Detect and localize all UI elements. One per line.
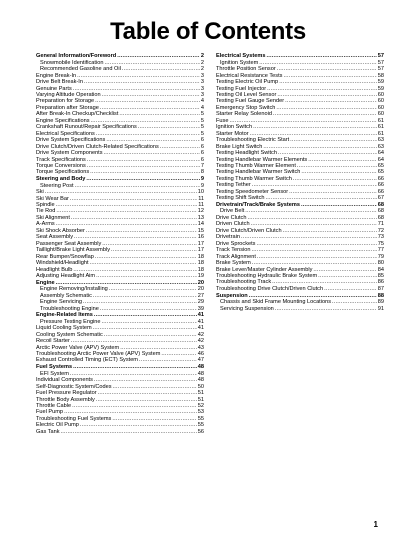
toc-page-number: 48 — [197, 370, 204, 377]
toc-page-number: 65 — [377, 169, 384, 176]
toc-page-number: 2 — [200, 59, 204, 66]
toc-entry-title: Troubleshooting Arctic Power Valve (APV) System — [36, 351, 161, 358]
toc-page-number: 66 — [377, 182, 384, 189]
toc-page-number: 66 — [377, 188, 384, 195]
toc-page-number: 68 — [377, 208, 384, 215]
toc-page-number: 9 — [200, 176, 204, 183]
toc-page-number: 14 — [197, 221, 204, 228]
toc-entry-title: Electrical Resistance Tests — [216, 72, 283, 79]
toc-entry — [36, 169, 204, 175]
toc-entry-title: Steering and Body — [36, 176, 86, 183]
toc-page-number: 3 — [200, 72, 204, 79]
toc-entry-title: Recoil Starter — [36, 338, 70, 345]
toc-entry-title: Testing Headlight Switch — [216, 150, 277, 157]
toc-page-number: 60 — [377, 98, 384, 105]
toc-page-number: 56 — [197, 428, 204, 435]
toc-page-number: 16 — [197, 234, 204, 241]
toc-entry-title: Testing Shift Switch — [216, 195, 265, 202]
toc-page-number: 68 — [377, 214, 384, 221]
toc-page-number: 57 — [377, 59, 384, 66]
toc-page-number: 46 — [197, 351, 204, 358]
toc-entry-title: Drivetrain — [216, 234, 240, 241]
toc-entry-title: Engine Break-In — [36, 72, 77, 79]
toc-entry-title: After Break-In Checkup/Checklist — [36, 111, 119, 118]
toc-page-number: 75 — [377, 240, 384, 247]
toc-page-number: 60 — [377, 92, 384, 99]
toc-page-number: 6 — [200, 156, 204, 163]
toc-page-number: 3 — [200, 79, 204, 86]
toc-entry-title: Rear Bumper/Snowflap — [36, 253, 94, 260]
toc-entry-title: Testing Electric Oil Pump — [216, 79, 279, 86]
toc-page-number: 84 — [377, 266, 384, 273]
toc-entry-title: Gas Tank — [36, 428, 60, 435]
toc-page-number: 9 — [200, 182, 204, 189]
toc-page-number: 50 — [197, 383, 204, 390]
toc-page-number: 66 — [377, 175, 384, 182]
toc-page-number: 51 — [197, 396, 204, 403]
toc-entry-title: Engine-Related Items — [36, 312, 93, 319]
toc-entry-title: Torque Specifications — [36, 169, 90, 176]
toc-page-number: 60 — [377, 111, 384, 118]
toc-page-number: 86 — [377, 279, 384, 286]
toc-entry-title: Fuel Pump — [36, 409, 64, 416]
toc-page-number: 10 — [197, 189, 204, 196]
toc-entry-title: Ski Alignment — [36, 214, 70, 221]
toc-entry-title: Testing Thumb Warmer Switch — [216, 175, 292, 182]
toc-entry-title: Engine Removing/Installing — [40, 286, 108, 293]
toc-page-number: 72 — [377, 227, 384, 234]
toc-page-number: 89 — [377, 299, 384, 306]
toc-page-number: 17 — [197, 247, 204, 254]
toc-entry-title: Throttle Cable — [36, 402, 72, 409]
toc-page-number: 80 — [377, 260, 384, 267]
toc-entry-title: Liquid Cooling System — [36, 325, 92, 332]
toc-page-number: 61 — [377, 130, 384, 137]
toc-entry-title: Ski — [36, 189, 44, 196]
toc-page-number: 15 — [197, 227, 204, 234]
toc-entry — [216, 286, 384, 292]
toc-page-number: 11 — [198, 195, 204, 202]
toc-dot-leader — [90, 169, 200, 175]
toc-page-number: 61 — [377, 124, 384, 131]
toc-page-number: 51 — [197, 390, 204, 397]
toc-right-column — [216, 53, 384, 312]
toc-entry-title: Track Tension — [216, 247, 251, 254]
toc-entry-title: Engine — [36, 279, 55, 286]
toc-entry-title: Exhaust Controlled Timing (ECT) System — [36, 357, 138, 364]
toc-entry-title: Testing Handlebar Warmer Switch — [216, 169, 301, 176]
toc-entry-title: Testing Fuel Injector — [216, 85, 267, 92]
toc-page-number: 20 — [197, 279, 204, 286]
toc-entry-title: Taillight/Brake Light Assembly — [36, 247, 110, 254]
toc-page-number: 6 — [200, 143, 204, 150]
toc-page-number: 48 — [197, 377, 204, 384]
toc-entry-title: Drive System Specifications — [36, 137, 106, 144]
toc-entry-title: Crankshaft Runout/Repair Specifications — [36, 124, 137, 131]
toc-page-number: 43 — [197, 344, 204, 351]
toc-entry-title: Arctic Power Valve (APV) System — [36, 344, 120, 351]
toc-entry-title: Drive Sprockets — [216, 240, 256, 247]
toc-page-number: 29 — [197, 299, 204, 306]
toc-left-column — [36, 53, 204, 435]
toc-entry-title: Brake Light Switch — [216, 143, 263, 150]
toc-page-number: 5 — [200, 117, 204, 124]
toc-entry-title: Brake System — [216, 260, 251, 267]
toc-entry-title: Snowmobile Identification — [40, 59, 104, 66]
toc-page-number: 5 — [200, 111, 204, 118]
toc-entry-title: Brake Lever/Master Cylinder Assembly — [216, 266, 313, 273]
toc-page-number: 18 — [197, 260, 204, 267]
toc-entry-title: Emergency Stop Switch — [216, 104, 276, 111]
toc-page-number: 57 — [377, 53, 384, 60]
toc-entry-title: Individual Components — [36, 377, 93, 384]
toc-page-number: 63 — [377, 137, 384, 144]
toc-page-number: 27 — [197, 292, 204, 299]
toc-page-number: 41 — [197, 312, 204, 319]
toc-page-number: 65 — [377, 163, 384, 169]
toc-entry-title: Electrical Systems — [216, 53, 266, 60]
toc-entry-title: Drive System Components — [36, 150, 103, 157]
toc-entry-title: Testing Oil Level Sensor — [216, 92, 277, 99]
toc-entry-title: Pressure Testing Engine — [40, 318, 101, 325]
toc-entry-title: EFI System — [40, 370, 69, 377]
toc-entry-title: Headlight Bulb — [36, 266, 73, 273]
toc-dot-leader — [324, 286, 377, 292]
toc-entry-title: Drive Clutch — [216, 214, 247, 221]
toc-page-number: 77 — [377, 247, 384, 254]
toc-page-number: 6 — [200, 150, 204, 157]
toc-entry-title: Seat Assembly — [36, 234, 73, 241]
toc-page-number: 71 — [377, 221, 384, 228]
toc-page-number: 5 — [200, 130, 204, 137]
toc-page-number: 73 — [377, 234, 384, 241]
toc-entry — [216, 195, 384, 201]
toc-page-number: 42 — [197, 331, 204, 338]
toc-entry-title: Troubleshooting Hydraulic Brake System — [216, 273, 318, 279]
toc-entry-title: Varying Altitude Operation — [36, 92, 101, 99]
toc-page-number: 2 — [200, 66, 204, 73]
toc-page-number: 7 — [200, 163, 204, 169]
toc-page-number: 3 — [200, 92, 204, 99]
toc-dot-leader — [61, 429, 197, 435]
toc-entry-title: Assembly Schematic — [40, 292, 92, 299]
toc-dot-leader — [266, 195, 377, 201]
toc-entry-title: Suspension — [216, 292, 248, 299]
toc-entry-title: Preparation after Storage — [36, 104, 99, 111]
toc-entry-title: Ski Wear Bar — [36, 195, 69, 202]
toc-page-number: 79 — [377, 253, 384, 260]
toc-entry-title: Adjusting Headlight Aim — [36, 273, 96, 279]
toc-entry-title: General Information/Foreword — [36, 53, 117, 60]
toc-entry — [36, 306, 204, 312]
toc-page-number: 8 — [200, 169, 204, 176]
toc-entry-title: Electrical Specifications — [36, 130, 95, 137]
toc-entry-title: Fuel Pressure Regulator — [36, 390, 97, 397]
toc-page-number: 17 — [197, 240, 204, 247]
toc-page-number: 87 — [377, 285, 384, 292]
toc-entry-title: Troubleshooting Electric Start — [216, 137, 290, 144]
toc-entry-title: Drive Clutch/Driven Clutch-Related Specifications — [36, 143, 159, 150]
toc-page-number: 13 — [197, 214, 204, 221]
toc-page-number: 85 — [377, 273, 384, 279]
toc-entry-title: Ignition System — [220, 59, 259, 66]
toc-entry-title: Windshield/Headlight — [36, 260, 89, 267]
toc-page-number: 60 — [377, 104, 384, 111]
toc-entry-title: Chassis and Skid Frame Mounting Locations — [220, 299, 331, 306]
toc-entry-title: Troubleshooting Engine — [40, 305, 99, 312]
toc-page-number: 4 — [200, 104, 204, 111]
toc-entry — [36, 429, 204, 435]
toc-entry-title: Throttle Body Assembly — [36, 396, 95, 403]
toc-dot-leader — [96, 273, 197, 279]
toc-entry-title: Fuse — [216, 117, 229, 124]
toc-entry — [216, 306, 384, 312]
toc-page-number: 19 — [197, 273, 204, 279]
toc-page-number: 41 — [197, 318, 204, 325]
toc-entry-title: Testing Thumb Warmer Element — [216, 163, 296, 169]
toc-page-number: 88 — [377, 292, 384, 299]
toc-dot-leader — [139, 357, 197, 363]
toc-entry-title: Troubleshooting Track — [216, 279, 272, 286]
toc-dot-leader — [100, 306, 197, 312]
toc-page-number: 18 — [197, 253, 204, 260]
toc-entry-title: Troubleshooting Drive Clutch/Driven Clutch — [216, 285, 324, 292]
toc-entry-title: Ski Shock Absorber — [36, 227, 85, 234]
toc-entry-title: Drive Belt — [220, 208, 245, 215]
toc-dot-leader — [275, 306, 377, 312]
toc-page-number: 91 — [377, 305, 384, 312]
toc-page-number: 41 — [197, 325, 204, 332]
toc-page-number: 58 — [377, 72, 384, 79]
toc-entry-title: Starter Motor — [216, 130, 249, 137]
toc-page-number: 47 — [197, 357, 204, 364]
toc-page-number: 67 — [377, 195, 384, 202]
toc-entry-title: Passenger Seat Assembly — [36, 240, 102, 247]
toc-page-number: 61 — [377, 117, 384, 124]
toc-entry-title: Track Specifications — [36, 156, 86, 163]
toc-entry-title: Fuel Systems — [36, 364, 73, 371]
toc-page-number: 6 — [200, 137, 204, 144]
toc-entry-title: Drive Clutch/Driven Clutch — [216, 227, 282, 234]
toc-page-number: 57 — [377, 66, 384, 73]
toc-entry-title: Engine Specifications — [36, 117, 90, 124]
toc-page-number: 20 — [197, 286, 204, 293]
toc-entry-title: Torque Conversions — [36, 163, 86, 169]
toc-entry-title: Testing Speedometer Sensor — [216, 188, 289, 195]
toc-entry-title: Testing Handlebar Warmer Elements — [216, 156, 308, 163]
toc-page-number: 55 — [197, 415, 204, 422]
toc-entry-title: Drivetrain/Track/Brake Systems — [216, 202, 300, 209]
toc-page-number: 3 — [200, 85, 204, 92]
toc-page-number: 42 — [197, 338, 204, 345]
toc-entry-title: Track Alignment — [216, 253, 256, 260]
toc-entry-title: Recommended Gasoline and Oil — [40, 66, 121, 73]
toc-page-number: 48 — [197, 364, 204, 371]
toc-entry-title: Genuine Parts — [36, 85, 72, 92]
toc-entry-title: Throttle Position Sensor — [216, 66, 276, 73]
toc-page-number: 68 — [377, 202, 384, 209]
page-title: Table of Contents — [110, 18, 306, 45]
toc-page-number: 63 — [377, 143, 384, 150]
toc-page-number: 64 — [377, 156, 384, 163]
toc-entry-title: Steering Post — [40, 182, 74, 189]
toc-page-number: 59 — [377, 85, 384, 92]
toc-entry — [36, 357, 204, 363]
toc-entry-title: Spindle — [36, 202, 55, 209]
page-number: 1 — [373, 520, 378, 529]
toc-page-number: 18 — [197, 266, 204, 273]
toc-page-number: 11 — [198, 202, 204, 209]
toc-entry-title: Testing Fuel Gauge Sender — [216, 98, 285, 105]
toc-entry-title: Testing Tether — [216, 182, 251, 189]
toc-page-number: 5 — [200, 124, 204, 131]
toc-page-number: 12 — [197, 208, 204, 215]
toc-entry — [36, 273, 204, 279]
toc-entry-title: Self-Diagnostic System/Codes — [36, 383, 112, 390]
toc-entry-title: Ignition Switch — [216, 124, 253, 131]
toc-entry-title: Engine Servicing — [40, 299, 82, 306]
toc-page-number: 39 — [197, 305, 204, 312]
toc-entry-title: Servicing Suspension — [220, 305, 274, 312]
toc-entry-title: Electric Oil Pump — [36, 422, 79, 429]
toc-page-number: 4 — [200, 98, 204, 105]
toc-page-number: 52 — [197, 402, 204, 409]
toc-page-number: 53 — [197, 409, 204, 416]
toc-entry-title: A-Arms — [36, 221, 55, 228]
toc-page-number: 2 — [200, 53, 204, 60]
toc-page-number: 59 — [377, 79, 384, 86]
toc-entry-title: Starter Relay Solenoid — [216, 111, 272, 118]
toc-entry-title: Tie Rod — [36, 208, 56, 215]
toc-entry-title: Preparation for Storage — [36, 98, 95, 105]
toc-page-number: 64 — [377, 150, 384, 157]
toc-entry-title: Drive Belt Break-In — [36, 79, 83, 86]
toc-page-number: 55 — [197, 422, 204, 429]
toc-entry-title: Cooling System Schematic — [36, 331, 103, 338]
toc-entry-title: Troubleshooting Fuel Systems — [36, 415, 112, 422]
toc-entry-title: Driven Clutch — [216, 221, 250, 228]
